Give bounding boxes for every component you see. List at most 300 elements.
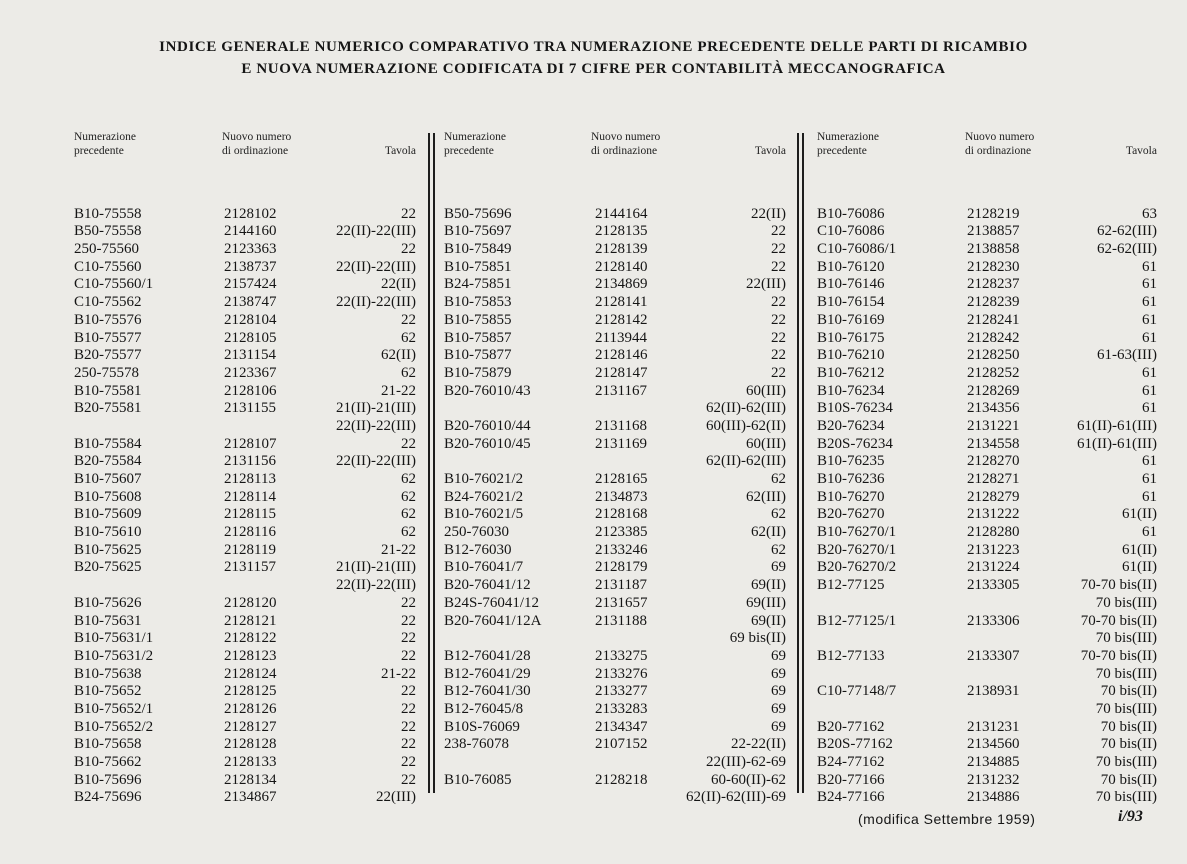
table-row	[444, 559, 786, 577]
previous-number: B50-75696	[444, 205, 512, 222]
table-row	[74, 347, 416, 365]
table-row	[444, 365, 786, 383]
table-reference: 69	[771, 559, 786, 576]
table-row	[817, 577, 1157, 595]
new-order-number: 2131155	[224, 400, 276, 417]
table-reference: 62(II)-62(III)	[706, 400, 786, 417]
new-order-number: 2107152	[595, 736, 648, 753]
table-reference: 22(II)-22(III)	[336, 577, 416, 594]
table-reference: 60(III)	[746, 435, 786, 452]
title-line-2: E NUOVA NUMERAZIONE CODIFICATA DI 7 CIFRE PER CONTABILITÀ MECCANOGRAFICA	[241, 61, 946, 77]
previous-number: B10-75610	[74, 524, 142, 541]
table-reference: 69	[771, 700, 786, 717]
rows	[444, 188, 786, 807]
previous-number: B10-76085	[444, 771, 512, 788]
table-reference: 61(II)-61(III)	[1077, 417, 1157, 434]
table-reference: 60-60(II)-62	[711, 771, 786, 788]
table-row	[74, 683, 416, 701]
previous-number: 250-76030	[444, 524, 509, 541]
new-order-number: 2128270	[967, 453, 1020, 470]
new-order-number: 2128102	[224, 205, 277, 222]
previous-number: B10-76021/2	[444, 471, 524, 487]
previous-number: B10S-76069	[444, 718, 520, 735]
previous-number: B12-76041/29	[444, 665, 531, 682]
table-reference: 62-62(III)	[1097, 223, 1157, 240]
table-reference: 22-22(II)	[731, 736, 786, 753]
table-row	[817, 453, 1157, 471]
new-order-number: 2133276	[595, 665, 648, 682]
new-order-number: 2134560	[967, 736, 1020, 753]
table-reference: 61(II)	[1122, 506, 1157, 523]
previous-number: B10-76234	[817, 382, 885, 399]
table-reference: 70 bis(III)	[1095, 665, 1157, 682]
table-reference: 70 bis(III)	[1095, 754, 1157, 770]
table-row	[444, 489, 786, 507]
table-row	[817, 754, 1157, 772]
table-reference: 62	[771, 541, 786, 558]
new-order-number: 2128179	[595, 559, 648, 576]
new-order-number: 2128269	[967, 382, 1020, 399]
table-row	[817, 223, 1157, 241]
table-row	[817, 259, 1157, 277]
new-order-number: 2128107	[224, 435, 277, 452]
column-divider-double-right	[433, 133, 435, 793]
previous-number: C10-75560/1	[74, 276, 154, 293]
table-reference: 69(II)	[751, 612, 786, 629]
previous-number: B10S-76234	[817, 400, 893, 417]
table-row	[444, 736, 786, 754]
table-reference: 61	[1142, 364, 1157, 381]
new-order-number: 2131169	[595, 435, 647, 452]
new-order-number: 2113944	[595, 329, 647, 346]
new-order-number: 2128124	[224, 665, 277, 682]
table-reference: 22	[771, 311, 786, 328]
new-order-number: 2131154	[224, 347, 276, 364]
previous-number: B10-75576	[74, 311, 142, 328]
table-row	[74, 648, 416, 666]
new-order-number: 2123363	[224, 241, 277, 258]
table-reference: 22	[401, 612, 416, 629]
table-row	[444, 312, 786, 330]
previous-number: B12-76045/8	[444, 700, 524, 717]
table-reference: 60(III)-62(II)	[706, 417, 786, 434]
table-reference: 62(II)	[751, 524, 786, 541]
previous-number: B10-76146	[817, 276, 885, 293]
table-row	[817, 506, 1157, 524]
title-line-1: INDICE GENERALE NUMERICO COMPARATIVO TRA NUMERAZIONE PRECEDENTE DELLE PARTI DI RICAMBIO	[159, 39, 1028, 55]
table-row	[817, 188, 1157, 206]
previous-number: B10-75662	[74, 754, 142, 770]
table-row	[444, 276, 786, 294]
previous-number: B10-75626	[74, 594, 142, 611]
table-reference: 22(III)	[376, 789, 416, 806]
new-order-number: 2128241	[967, 311, 1020, 328]
previous-number: B10-75857	[444, 329, 512, 346]
previous-number: B20-76234	[817, 417, 885, 434]
new-order-number: 2131188	[595, 612, 647, 629]
new-order-number: 2123367	[224, 364, 277, 381]
new-order-number: 2128122	[224, 630, 277, 647]
column-divider-double-left	[797, 133, 799, 793]
table-row	[817, 542, 1157, 560]
new-order-number: 2128104	[224, 311, 277, 328]
table-row	[444, 701, 786, 719]
table-row	[444, 223, 786, 241]
new-order-number: 2128115	[224, 506, 276, 523]
table-reference: 21-22	[381, 541, 416, 558]
new-order-number: 2128142	[595, 311, 648, 328]
previous-number: B12-76030	[444, 541, 512, 558]
table-reference: 21-22	[381, 665, 416, 682]
table-row	[74, 736, 416, 754]
table-reference: 22(II)	[751, 205, 786, 222]
previous-number: B10-75608	[74, 488, 142, 505]
table-reference: 70-70 bis(II)	[1080, 647, 1157, 664]
table-row	[74, 418, 416, 436]
table-row	[74, 206, 416, 224]
previous-number: B10-75607	[74, 471, 142, 487]
table-reference: 22	[401, 771, 416, 788]
table-row	[444, 206, 786, 224]
table-row	[74, 613, 416, 631]
previous-number: B10-75631	[74, 612, 142, 629]
new-order-number: 2128239	[967, 294, 1020, 311]
header-new-number: Nuovo numero di ordinazione	[965, 131, 1035, 157]
table-row	[74, 630, 416, 648]
new-order-number: 2131224	[967, 559, 1020, 576]
table-row	[74, 330, 416, 348]
table-row	[74, 241, 416, 259]
table-row	[74, 400, 416, 418]
table-reference: 21(II)-21(III)	[336, 559, 416, 576]
table-row	[817, 347, 1157, 365]
table-reference: 69	[771, 647, 786, 664]
table-row	[74, 365, 416, 383]
table-reference: 22	[771, 294, 786, 311]
new-order-number: 2128116	[224, 524, 276, 541]
table-reference: 63	[1142, 205, 1157, 222]
new-order-number: 2128133	[224, 754, 277, 770]
previous-number: B10-76086	[817, 205, 885, 222]
new-order-number: 2131167	[595, 382, 647, 399]
table-reference: 70 bis(II)	[1100, 718, 1157, 735]
new-order-number: 2131232	[967, 771, 1020, 788]
table-reference: 21-22	[381, 382, 416, 399]
previous-number: B20-76270/1	[817, 541, 897, 558]
table-reference: 60(III)	[746, 382, 786, 399]
table-reference: 22	[401, 683, 416, 700]
new-order-number: 2128123	[224, 647, 277, 664]
new-order-number: 2133306	[967, 612, 1020, 629]
table-reference: 22(III)-62-69	[706, 754, 786, 770]
table-row	[74, 489, 416, 507]
table-reference: 61	[1142, 311, 1157, 328]
new-order-number: 2128168	[595, 506, 648, 523]
table-row	[74, 276, 416, 294]
new-order-number: 2128121	[224, 612, 277, 629]
previous-number: B10-75697	[444, 223, 512, 240]
table-reference: 22	[401, 205, 416, 222]
table-row	[74, 595, 416, 613]
previous-number: B20-76010/45	[444, 435, 531, 452]
header-table-ref: Tavola	[1125, 145, 1157, 157]
new-order-number: 2134558	[967, 435, 1020, 452]
previous-number: B10-76235	[817, 453, 885, 470]
table-row	[444, 577, 786, 595]
previous-number: B10-76169	[817, 311, 885, 328]
previous-number: B20S-77162	[817, 736, 893, 753]
table-reference: 61	[1142, 400, 1157, 417]
table-reference: 69(II)	[751, 577, 786, 594]
table-row	[817, 648, 1157, 666]
table-reference: 70 bis(II)	[1100, 771, 1157, 788]
new-order-number: 2128126	[224, 700, 277, 717]
previous-number: B10-75877	[444, 347, 512, 364]
previous-number: B10-75658	[74, 736, 142, 753]
table-reference: 22	[401, 754, 416, 770]
new-order-number: 2131157	[224, 559, 276, 576]
table-row	[444, 241, 786, 259]
table-reference: 22(II)-22(III)	[336, 294, 416, 311]
previous-number: B20-75584	[74, 453, 142, 470]
previous-number: B10-76175	[817, 329, 885, 346]
previous-number: 250-75560	[74, 241, 139, 258]
table-row	[444, 506, 786, 524]
previous-number: B10-76270	[817, 488, 885, 505]
previous-number: B10-75609	[74, 506, 142, 523]
table-row	[817, 418, 1157, 436]
previous-number: B20-76270	[817, 506, 885, 523]
column-divider-double-left	[428, 133, 430, 793]
previous-number: B20-76010/43	[444, 382, 531, 399]
table-reference: 69	[771, 665, 786, 682]
new-order-number: 2128114	[224, 488, 276, 505]
table-row	[444, 772, 786, 790]
table-reference: 22	[771, 347, 786, 364]
new-order-number: 2128128	[224, 736, 277, 753]
new-order-number: 2128106	[224, 382, 277, 399]
new-order-number: 2128127	[224, 718, 277, 735]
new-order-number: 2128139	[595, 241, 648, 258]
previous-number: B10-75625	[74, 541, 142, 558]
table-row	[817, 701, 1157, 719]
previous-number: B10-75631/2	[74, 647, 154, 664]
table-reference: 61	[1142, 382, 1157, 399]
previous-number: B10-75853	[444, 294, 512, 311]
table-row	[817, 206, 1157, 224]
previous-number: B10-76236	[817, 471, 885, 487]
previous-number: 250-75578	[74, 364, 139, 381]
table-reference: 62	[401, 471, 416, 487]
previous-number: C10-75562	[74, 294, 142, 311]
table-reference: 70 bis(II)	[1100, 736, 1157, 753]
table-row	[444, 595, 786, 613]
table-row	[444, 383, 786, 401]
table-reference: 22	[771, 223, 786, 240]
table-reference: 22	[401, 241, 416, 258]
table-row	[817, 489, 1157, 507]
new-order-number: 2138737	[224, 258, 277, 275]
previous-number: B20-75625	[74, 559, 142, 576]
new-order-number: 2128140	[595, 258, 648, 275]
new-order-number: 2128165	[595, 471, 648, 487]
previous-number: B10-76120	[817, 258, 885, 275]
new-order-number: 2133307	[967, 647, 1020, 664]
table-row	[74, 719, 416, 737]
table-row	[444, 613, 786, 631]
table-row	[74, 383, 416, 401]
previous-number: B10-75652/2	[74, 718, 154, 735]
table-row	[74, 294, 416, 312]
previous-number: B20-77166	[817, 771, 885, 788]
table-reference: 62	[771, 471, 786, 487]
new-order-number: 2133305	[967, 577, 1020, 594]
table-row	[74, 772, 416, 790]
previous-number: B12-77133	[817, 647, 885, 664]
table-reference: 69(III)	[746, 594, 786, 611]
previous-number: B10-75849	[444, 241, 512, 258]
table-row	[817, 400, 1157, 418]
previous-number: C10-75560	[74, 258, 142, 275]
table-reference: 22	[771, 364, 786, 381]
table-reference: 22(III)	[746, 276, 786, 293]
table-row	[74, 789, 416, 807]
new-order-number: 2134869	[595, 276, 648, 293]
previous-number: C10-76086	[817, 223, 885, 240]
new-order-number: 2131223	[967, 541, 1020, 558]
table-reference: 62	[401, 329, 416, 346]
table-row	[817, 736, 1157, 754]
table-reference: 22	[771, 258, 786, 275]
table-reference: 61	[1142, 471, 1157, 487]
header-previous-number: Numerazione precedente	[817, 131, 879, 157]
table-row	[817, 365, 1157, 383]
table-reference: 70 bis(III)	[1095, 594, 1157, 611]
table-reference: 22	[771, 241, 786, 258]
new-order-number: 2138931	[967, 683, 1020, 700]
table-reference: 61	[1142, 258, 1157, 275]
new-order-number: 2128219	[967, 205, 1020, 222]
previous-number: B10-76270/1	[817, 524, 897, 541]
previous-number: B24-77162	[817, 754, 885, 770]
previous-number: B10-76154	[817, 294, 885, 311]
table-reference: 22(II)-22(III)	[336, 223, 416, 240]
table-row	[817, 683, 1157, 701]
header-previous-number: Numerazione precedente	[444, 131, 506, 157]
previous-number: B12-77125/1	[817, 612, 897, 629]
previous-number: B24-77166	[817, 789, 885, 806]
new-order-number: 2128242	[967, 329, 1020, 346]
previous-number: B24-76021/2	[444, 488, 524, 505]
previous-number: B10-75851	[444, 258, 512, 275]
table-reference: 62	[401, 524, 416, 541]
table-reference: 70 bis(III)	[1095, 789, 1157, 806]
table-row	[817, 524, 1157, 542]
table-row	[444, 471, 786, 489]
table-row	[444, 648, 786, 666]
table-reference: 69 bis(II)	[729, 630, 786, 647]
previous-number: B20-77162	[817, 718, 885, 735]
previous-number: B24-75851	[444, 276, 512, 293]
new-order-number: 2128135	[595, 223, 648, 240]
table-reference: 22	[401, 718, 416, 735]
table-row	[444, 400, 786, 418]
previous-number: B10-76210	[817, 347, 885, 364]
new-order-number: 2133275	[595, 647, 648, 664]
revision-note: (modifica Settembre 1959)	[858, 811, 1036, 827]
rows	[74, 188, 416, 807]
new-order-number: 2131222	[967, 506, 1020, 523]
previous-number: B10-75855	[444, 311, 512, 328]
table-row	[74, 436, 416, 454]
new-order-number: 2128120	[224, 594, 277, 611]
table-reference: 22	[771, 329, 786, 346]
new-order-number: 2128125	[224, 683, 277, 700]
table-row	[817, 789, 1157, 807]
new-order-number: 2134885	[967, 754, 1020, 770]
new-order-number: 2128147	[595, 364, 648, 381]
table-reference: 22(II)-22(III)	[336, 417, 416, 434]
previous-number: B10-75577	[74, 329, 142, 346]
table-row	[817, 772, 1157, 790]
table-reference: 22(II)-22(III)	[336, 453, 416, 470]
table-row	[74, 453, 416, 471]
previous-number: B12-77125	[817, 577, 885, 594]
new-order-number: 2128252	[967, 364, 1020, 381]
table-reference: 22	[401, 311, 416, 328]
table-reference: 70 bis(II)	[1100, 683, 1157, 700]
table-reference: 62	[401, 364, 416, 381]
table-row	[444, 188, 786, 206]
new-order-number: 2128119	[224, 541, 276, 558]
table-row	[817, 595, 1157, 613]
table-reference: 62(II)-62(III)-69	[686, 789, 786, 806]
table-row	[817, 471, 1157, 489]
new-order-number: 2138747	[224, 294, 277, 311]
column-divider-double-right	[802, 133, 804, 793]
table-reference: 62	[401, 506, 416, 523]
document-title	[0, 36, 1187, 80]
previous-number: 238-76078	[444, 736, 509, 753]
table-row	[817, 276, 1157, 294]
table-row	[74, 312, 416, 330]
table-row	[817, 666, 1157, 684]
table-reference: 61	[1142, 329, 1157, 346]
table-row	[444, 347, 786, 365]
previous-number: B10-75581	[74, 382, 142, 399]
new-order-number: 2123385	[595, 524, 648, 541]
previous-number: B10-75696	[74, 771, 142, 788]
table-row	[444, 754, 786, 772]
header-new-number: Nuovo numero di ordinazione	[591, 131, 661, 157]
table-reference: 61	[1142, 524, 1157, 541]
previous-number: B20S-76234	[817, 435, 893, 452]
table-reference: 61	[1142, 453, 1157, 470]
new-order-number: 2134347	[595, 718, 648, 735]
table-row	[444, 542, 786, 560]
new-order-number: 2128237	[967, 276, 1020, 293]
table-row	[74, 524, 416, 542]
table-reference: 22	[401, 647, 416, 664]
table-reference: 22	[401, 736, 416, 753]
previous-number: B10-75638	[74, 665, 142, 682]
table-reference: 21(II)-21(III)	[336, 400, 416, 417]
previous-number: B10-76212	[817, 364, 885, 381]
previous-number: B50-75558	[74, 223, 142, 240]
table-reference: 61	[1142, 488, 1157, 505]
previous-number: B10-75652	[74, 683, 142, 700]
table-row	[74, 754, 416, 772]
